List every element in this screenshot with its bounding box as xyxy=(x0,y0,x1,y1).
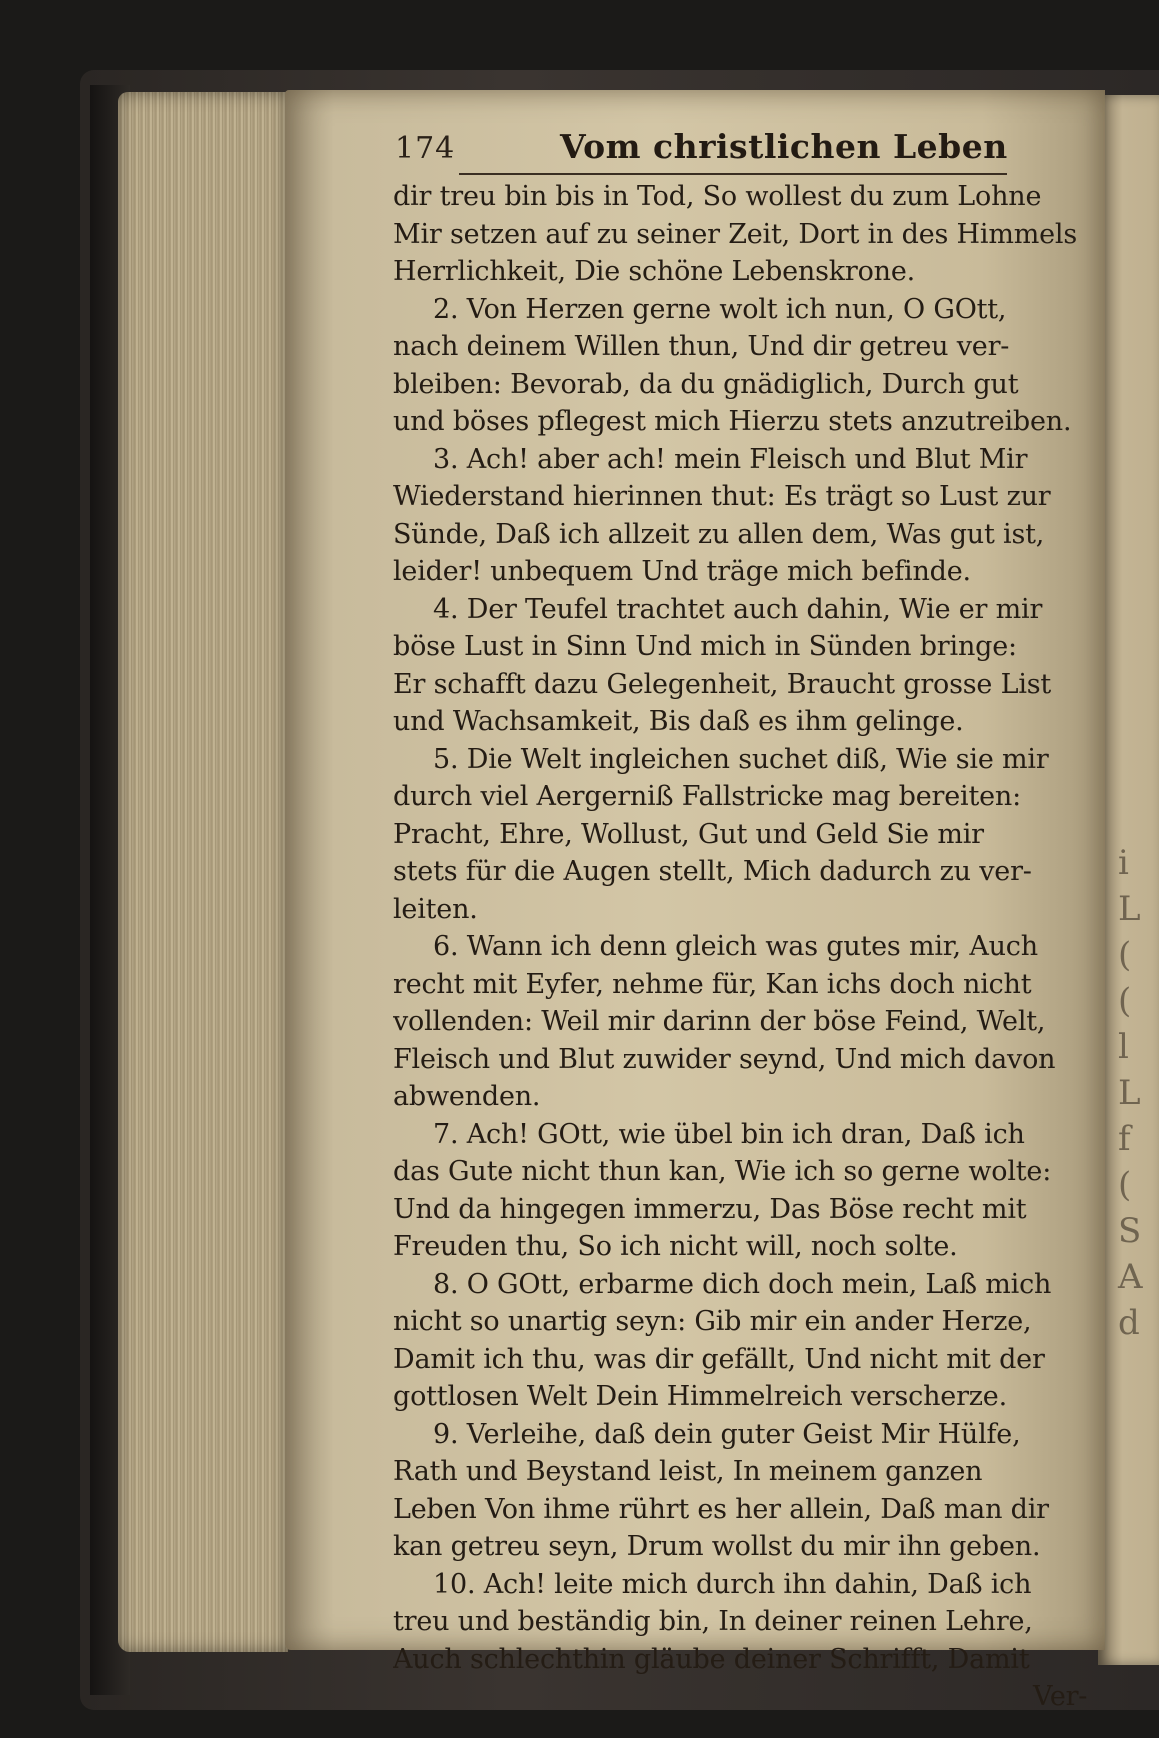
text-line: nach deinem Willen thun, Und dir getreu ver- xyxy=(393,331,1010,362)
facing-page-glyph: A xyxy=(1118,1257,1143,1297)
text-line: das Gute nicht thun kan, Wie ich so gerne wolte: xyxy=(393,1156,1052,1187)
text-line: stets für die Augen stellt, Mich dadurch zu ver- xyxy=(393,856,1032,887)
text-line: leider! unbequem Und träge mich befinde. xyxy=(393,556,971,587)
text-line: böse Lust in Sinn Und mich in Sünden bringe: xyxy=(393,631,1017,662)
text-line: 5. Die Welt ingleichen suchet diß, Wie sie mir xyxy=(433,743,1049,775)
text-line: 3. Ach! aber ach! mein Fleisch und Blut Mir xyxy=(433,443,1028,475)
facing-page-glyph: i xyxy=(1118,843,1129,883)
text-line: nicht so unartig seyn: Gib mir ein ander Herze, xyxy=(393,1306,1032,1337)
running-head: Vom christlichen Leben xyxy=(560,127,1008,166)
text-line: treu und beständig bin, In deiner reinen Lehre, xyxy=(393,1606,1033,1637)
text-line: gottlosen Welt Dein Himmelreich verscherze. xyxy=(393,1381,1007,1412)
text-line: vollenden: Weil mir darinn der böse Feind, Welt, xyxy=(393,1006,1046,1037)
text-line: 8. O GOtt, erbarme dich doch mein, Laß mich xyxy=(433,1268,1052,1300)
page-number: 174 xyxy=(395,131,456,166)
text-line: Sünde, Daß ich allzeit zu allen dem, Was gut ist, xyxy=(393,518,1045,550)
facing-page-glyph: S xyxy=(1118,1211,1142,1251)
text-line: Auch schlechthin gläube deiner Schrifft, Damit xyxy=(393,1643,1030,1675)
facing-page-text xyxy=(1118,840,1143,1346)
text-line: leiten. xyxy=(393,893,478,925)
facing-page-glyph: ( xyxy=(1118,981,1132,1021)
text-line: Leben Von ihme rührt es her allein, Daß man dir xyxy=(393,1493,1049,1525)
text-line: Damit ich thu, was dir gefällt, Und nicht mit der xyxy=(393,1343,1045,1375)
facing-page-glyph: d xyxy=(1118,1303,1140,1343)
text-line: durch viel Aergerniß Fallstricke mag bereiten: xyxy=(393,781,1021,812)
text-line: dir treu bin bis in Tod, So wollest du zum Lohne xyxy=(393,181,1042,212)
text-line: und böses pflegest mich Hierzu stets anzutreiben. xyxy=(393,406,1072,437)
text-line: Und da hingegen immerzu, Das Böse recht mit xyxy=(393,1193,1027,1225)
text-line: Ver- xyxy=(1033,1681,1088,1712)
text-line: Herrlichkeit, Die schöne Lebenskrone. xyxy=(393,256,916,287)
text-line: 6. Wann ich denn gleich was gutes mir, Auch xyxy=(433,931,1038,962)
text-line: 4. Der Teufel trachtet auch dahin, Wie er mir xyxy=(433,593,1043,625)
facing-page-glyph: f xyxy=(1118,1119,1131,1159)
facing-page-glyph: L xyxy=(1118,1073,1141,1113)
hymn-text-block xyxy=(393,178,1093,1716)
text-line: 9. Verleihe, daß dein guter Geist Mir Hülfe, xyxy=(433,1418,1021,1450)
text-line: recht mit Eyfer, nehme für, Kan ichs doch nicht xyxy=(393,968,1032,1000)
facing-page-glyph: ( xyxy=(1118,935,1132,975)
text-line: bleiben: Bevorab, da du gnädiglich, Durch gut xyxy=(393,368,1019,400)
text-line: Fleisch und Blut zuwider seynd, Und mich davon xyxy=(393,1043,1056,1075)
text-line: 7. Ach! GOtt, wie übel bin ich dran, Daß ich xyxy=(433,1118,1025,1150)
facing-page-glyph: l xyxy=(1118,1027,1129,1067)
text-line: Wiederstand hierinnen thut: Es trägt so Lust zur xyxy=(393,481,1051,512)
header-rule xyxy=(459,173,1007,175)
text-line: Mir setzen auf zu seiner Zeit, Dort in des Himmels xyxy=(393,218,1078,250)
text-line: Freuden thu, So ich nicht will, noch solte. xyxy=(393,1231,958,1262)
facing-page-glyph: ( xyxy=(1118,1165,1132,1205)
text-line: 10. Ach! leite mich durch ihn dahin, Daß ich xyxy=(433,1568,1032,1600)
page-header xyxy=(395,125,1095,175)
text-line: und Wachsamkeit, Bis daß es ihm gelinge. xyxy=(393,706,964,737)
page-edges xyxy=(118,92,288,1652)
text-line: Rath und Beystand leist, In meinem ganzen xyxy=(393,1456,983,1487)
text-line: abwenden. xyxy=(393,1081,541,1112)
text-line: Er schafft dazu Gelegenheit, Braucht grosse List xyxy=(393,668,1052,700)
text-line: kan getreu seyn, Drum wollst du mir ihn geben. xyxy=(393,1531,1041,1562)
text-line: Pracht, Ehre, Wollust, Gut und Geld Sie mir xyxy=(393,818,984,850)
text-line: 2. Von Herzen gerne wolt ich nun, O GOtt, xyxy=(433,293,1007,325)
facing-page-glyph: L xyxy=(1118,889,1141,929)
